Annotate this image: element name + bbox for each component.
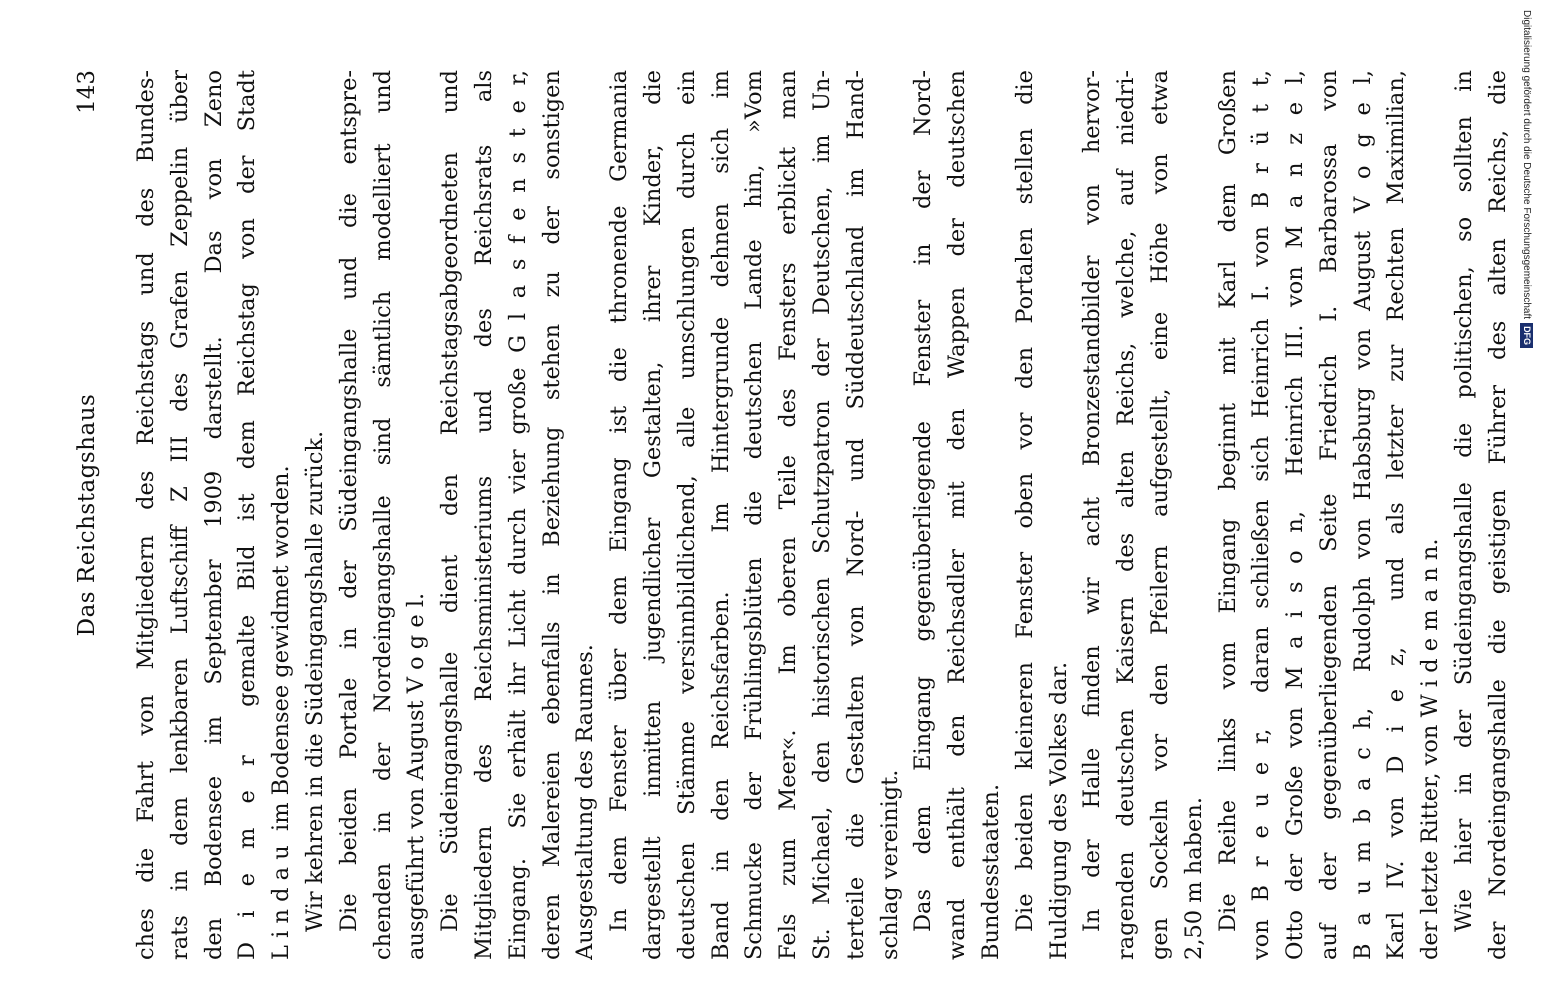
text-line: Bundesstaaten. [977,783,1004,960]
text-line: wand enthält den Reichsadler mit den Wappen der deutschen [944,70,971,960]
text-line: auf der gegenüberliegenden Seite Friedrich I. Barbarossa von [1315,70,1342,960]
text-line: ragenden deutschen Kaisern des alten Reichs, welche, auf niedri- [1113,70,1140,960]
text-line: Die Reihe links vom Eingang beginnt mit Karl dem Großen [1214,70,1241,932]
text-line: Fels zum Meer«. Im oberen Teile des Fensters erblickt man [775,70,802,960]
text-line: Die Südeingangshalle dient den Reichstagsabgeordneten und [437,70,464,932]
text-line: gen Sockeln vor den Pfeilern aufgestellt, eine Höhe von etwa [1146,70,1173,960]
text-line: chenden in der Nordeingangshalle sind sämtlich modelliert und [369,70,396,960]
text-line: In der Halle finden wir acht Bronzestandbilder von hervor- [1079,70,1106,932]
text-line: terteile die Gestalten von Nord- und Süddeutschland im Hand- [842,70,869,960]
text-line: Otto der Große von M a i s o n, Heinrich III. von M a n z e l, [1282,70,1309,960]
text-line: ausgeführt von August V o g e l. [403,592,430,960]
text-line: Wir kehren in die Südeingangshalle zurück. [301,430,328,932]
page-number: 143 [74,70,100,114]
text-line: ches die Fahrt von Mitgliedern des Reichstags und des Bundes- [133,70,159,960]
text-line: Mitgliedern des Reichsministeriums und des Reichsrats als [470,70,497,960]
text-line: deren Malereien ebenfalls in Beziehung stehen zu der sonstigen [538,70,565,960]
text-line: Band in den Reichsfarben. Im Hintergrunde dehnen sich im [707,70,734,960]
digitization-credit-text: Digitalisierung gefördert durch die Deutsche Forschungsgemeinschaft [1521,10,1533,320]
text-line: rats in dem lenkbaren Luftschiff Z III des Grafen Zeppelin über [166,70,193,960]
text-line: deutschen Stämme versinnbildlichend, alle umschlungen durch ein [673,70,700,960]
text-line: In dem Fenster über dem Eingang ist die thronende Germania [606,70,633,932]
book-page [70,70,1511,960]
text-line: Huldigung des Volkes dar. [1045,661,1072,960]
text-line: Eingang. Sie erhält ihr Licht durch vier große G l a s f e n s t e r, [504,70,531,960]
text-line: dargestellt inmitten jugendlicher Gestalten, ihrer Kinder, die [639,70,666,960]
text-line: Die beiden kleineren Fenster oben vor den Portalen stellen die [1011,70,1038,932]
text-line: schlag vereinigt. [876,769,903,960]
text-line: Karl IV. von D i e z, und als letzter zur Rechten Maximilian, [1383,70,1410,960]
text-line: der letzte Ritter, von W i d e m a n n. [1417,538,1444,960]
text-line: den Bodensee im September 1909 darstellt. Das von Zeno [200,70,227,960]
text-line: L i n d a u im Bodensee gewidmet worden. [268,465,295,960]
text-line: 2,50 m haben. [1180,796,1207,960]
dfg-logo: DFG [1521,323,1534,348]
text-line: von B r e u e r, daran schließen sich Heinrich I. von B r ü t t, [1248,70,1275,960]
text-line: der Nordeingangshalle die geistigen Führer des alten Reichs, die [1484,70,1511,960]
text-line: Ausgestaltung des Raumes. [572,644,599,960]
running-title: Das Reichstagshaus [74,393,100,637]
running-head [70,70,110,960]
text-line: Wie hier in der Südeingangshalle die politischen, so sollten in [1451,70,1478,932]
digitization-credit [1520,10,1534,385]
text-body [130,70,1516,960]
text-line: Schmucke der Frühlingsblüten die deutschen Lande hin, »Vom [741,70,768,960]
text-line: D i e m e r gemalte Bild ist dem Reichstag von der Stadt [234,70,261,960]
text-line: Die beiden Portale in der Südeingangshalle und die entspre- [335,70,362,932]
text-line: B a u m b a c h, Rudolph von Habsburg von August V o g e l, [1349,70,1376,960]
text-line: Das dem Eingang gegenüberliegende Fenster in der Nord- [910,70,937,932]
text-line: St. Michael, den historischen Schutzpatron der Deutschen, im Un- [808,70,835,960]
